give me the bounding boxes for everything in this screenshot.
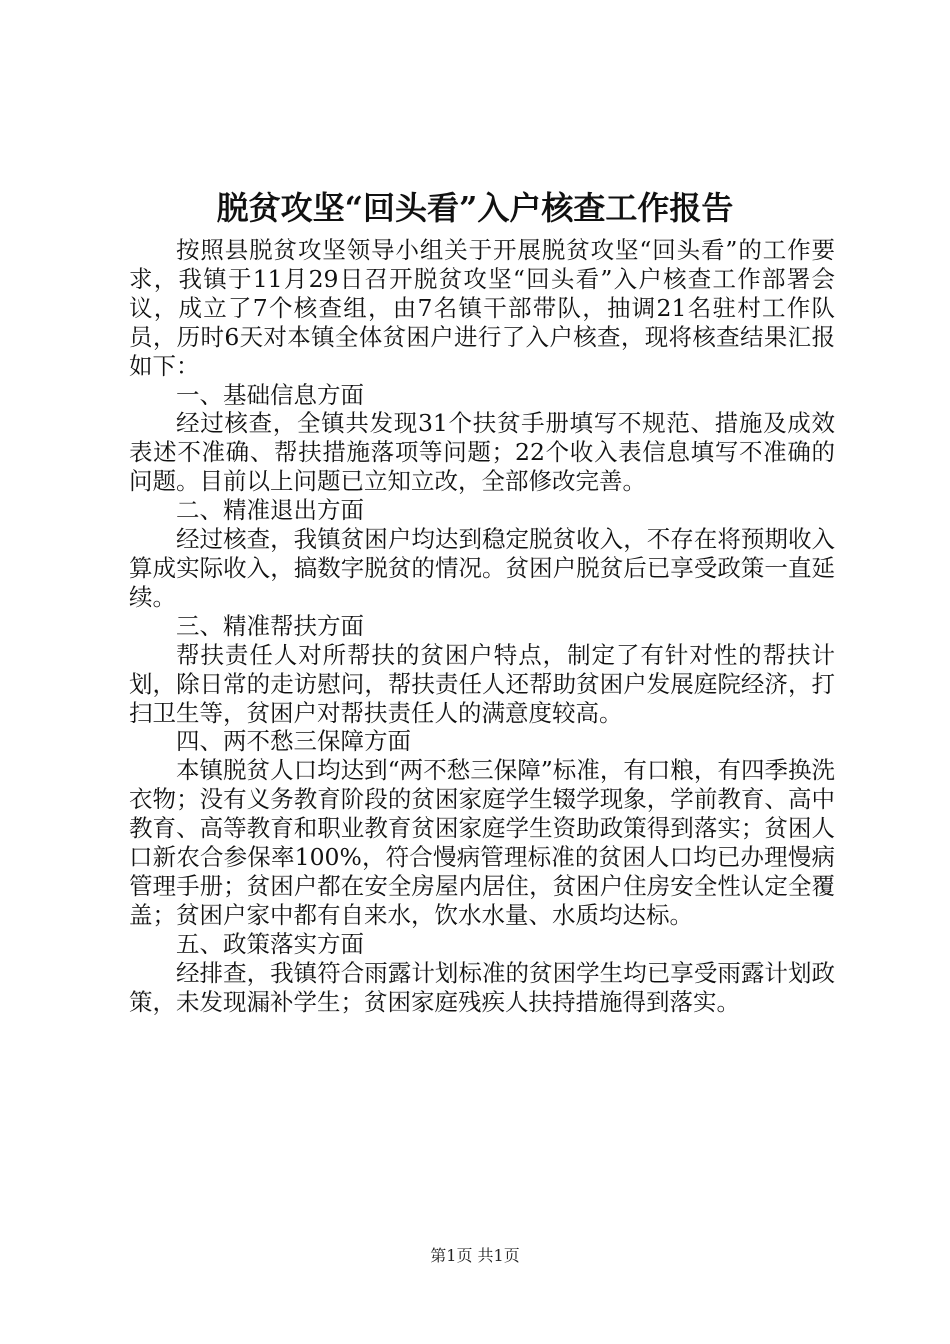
section-heading-precise-exit: 二、精准退出方面 bbox=[176, 496, 364, 525]
section-text-basic-info: 经过核查，全镇共发现31个扶贫手册填写不规范、措施及成效表述不准确、帮扶措施落项等问题；22个收入表信息填写不准确的问题。目前以上问题已立知立改，全部修改完善。 bbox=[129, 409, 835, 496]
section-heading-precise-assistance: 三、精准帮扶方面 bbox=[176, 611, 364, 640]
page-number-footer: 第1页 共1页 bbox=[430, 1246, 520, 1265]
section-text-precise-exit: 经过核查，我镇贫困户均达到稳定脱贫收入，不存在将预期收入算成实际收入，搞数字脱贫的情况。贫困户脱贫后已享受政策一直延续。 bbox=[129, 525, 835, 611]
document-body bbox=[129, 236, 835, 1016]
section-heading-two-assurances: 四、两不愁三保障方面 bbox=[176, 727, 411, 756]
document-title: 脱贫攻坚“回头看”入户核查工作报告 bbox=[216, 189, 734, 227]
section-heading-policy: 五、政策落实方面 bbox=[176, 929, 364, 958]
section-text-precise-assistance: 帮扶责任人对所帮扶的贫困户特点，制定了有针对性的帮扶计划，除日常的走访慰问，帮扶责任人还帮助贫困户发展庭院经济，打扫卫生等，贫困户对帮扶责任人的满意度较高。 bbox=[129, 640, 835, 727]
section-text-policy: 经排查，我镇符合雨露计划标准的贫困学生均已享受雨露计划政策，未发现漏补学生；贫困家庭残疾人扶持措施得到落实。 bbox=[129, 958, 835, 1016]
section-text-two-assurances: 本镇脱贫人口均达到“两不愁三保障”标准，有口粮，有四季换洗衣物；没有义务教育阶段的贫困家庭学生辍学现象，学前教育、高中教育、高等教育和职业教育贫困家庭学生资助政策得到落实；贫困人口新农合参保率100%，符合慢病管理标准的贫困人口均已办理慢病管理手册；贫困户都在安全房屋内居住，贫困户住房安全性认定全覆盖；贫困户家中都有自来水，饮水水量、水质均达标。 bbox=[129, 756, 835, 929]
section-heading-basic-info: 一、基础信息方面 bbox=[176, 380, 364, 409]
intro-paragraph: 按照县脱贫攻坚领导小组关于开展脱贫攻坚“回头看”的工作要求，我镇于11月29日召开脱贫攻坚“回头看”入户核查工作部署会议，成立了7个核查组，由7名镇干部带队，抽调21名驻村工作队员，历时6天对本镇全体贫困户进行了入户核查，现将核查结果汇报如下： bbox=[129, 236, 835, 380]
